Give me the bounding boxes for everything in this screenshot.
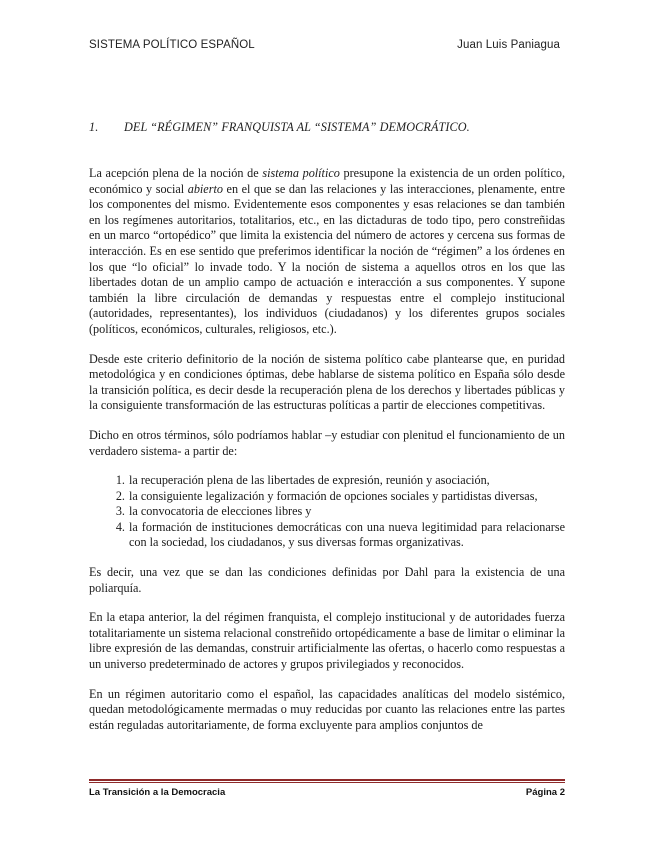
section-heading: [89, 120, 565, 135]
term-sistema-politico: sistema político: [262, 166, 340, 180]
paragraph-1-part-a: La acepción plena de la noción de: [89, 166, 263, 180]
page-header: [89, 39, 560, 51]
paragraph-4: Es decir, una vez que se dan las condiciones definidas por Dahl para la existencia de una poliarquía.: [89, 565, 565, 595]
paragraph-1: [89, 166, 565, 338]
header-author: Juan Luis Paniagua: [457, 39, 560, 51]
section-number: 1.: [89, 120, 99, 134]
list-item: 1. la recuperación plena de las libertades de expresión, reunión y asociación,: [128, 473, 565, 489]
paragraph-3: Dicho en otros términos, sólo podríamos hablar –y estudiar con plenitud el funcionamiento de un verdadero sistema- a partir de:: [89, 427, 565, 458]
paragraph-2: Desde este criterio definitorio de la noción de sistema político cabe plantearse que, en puridad metodológica y en condiciones óptimas, debe hablarse de sistema político en España sólo desde la transición política, es decir desde la recuperación plena de los derechos y libertades públicas y la consiguiente transformación de las estructuras políticas a partir de elecciones competitivas.: [89, 351, 565, 413]
list-item: 2. la consiguiente legalización y formación de opciones sociales y partidistas diversas,: [128, 489, 565, 505]
list-item: 4. la formación de instituciones democráticas con una nueva legitimidad para relacionarse con la sociedad, los ciudadanos, y sus diversas formas organizativas.: [128, 520, 565, 551]
conditions-list: [89, 473, 565, 551]
header-title: SISTEMA POLÍTICO ESPAÑOL: [89, 39, 255, 51]
footer-title: La Transición a la Democracia: [89, 787, 226, 798]
paragraph-1-part-b: presupone la existencia de un orden político, económico y social: [89, 166, 565, 196]
footer-rule-thin: [89, 782, 565, 783]
page-number: Página 2: [525, 787, 565, 798]
page-footer: [89, 787, 565, 798]
body-text: [89, 166, 565, 747]
footer-rule-thick: [89, 779, 565, 781]
paragraph-6: En un régimen autoritario como el español, las capacidades analíticas del modelo sistémico, quedan metodológicamente mermadas o muy reducidas por cuanto las relaciones entre las partes están reguladas autoritariamente, de forma excluyente para amplios conjuntos de: [89, 686, 565, 732]
term-abierto: abierto: [187, 181, 223, 196]
section-title: DEL “RÉGIMEN” FRANQUISTA AL “SISTEMA” DEMOCRÁTICO.: [124, 120, 470, 134]
paragraph-1-part-c: en el que se dan las relaciones y las interacciones, plenamente, entre los componentes del mismo. Evidentemente esos componentes y esas relaciones se dan también en los regímenes autoritarios, totalitarios, etc., en las dictaduras de todo tipo, pero constreñidas en un marco “ortopédico” que limita la existencia del número de actores y cercena sus formas de interacción. Es en ese sentido que preferimos identificar la noción de “régimen” a los órdenes en los que “lo oficial” lo invade todo. Y la noción de sistema a aquellos otros en los que las libertades dotan de un amplio campo de actuación e interacción a sus componentes. Y supone también la libre circulación de demandas y respuestas entre el complejo institucional (autoridades, representantes), los individuos (ciudadanos) y los diferentes grupos sociales (políticos, económicos, culturales, religiosos, etc.).: [89, 181, 566, 336]
paragraph-5: En la etapa anterior, la del régimen franquista, el complejo institucional y de autoridades fuerza totalitariamente un sistema relacional constreñido ortopédicamente a base de limitar o eliminar la libre expresión de las demandas, construir artificialmente las ofertas, o hacerlo como respuestas a un universo predeterminado de actores y grupos privilegiados y reconocidos.: [89, 610, 565, 672]
list-item: 3. la convocatoria de elecciones libres y: [128, 504, 565, 520]
